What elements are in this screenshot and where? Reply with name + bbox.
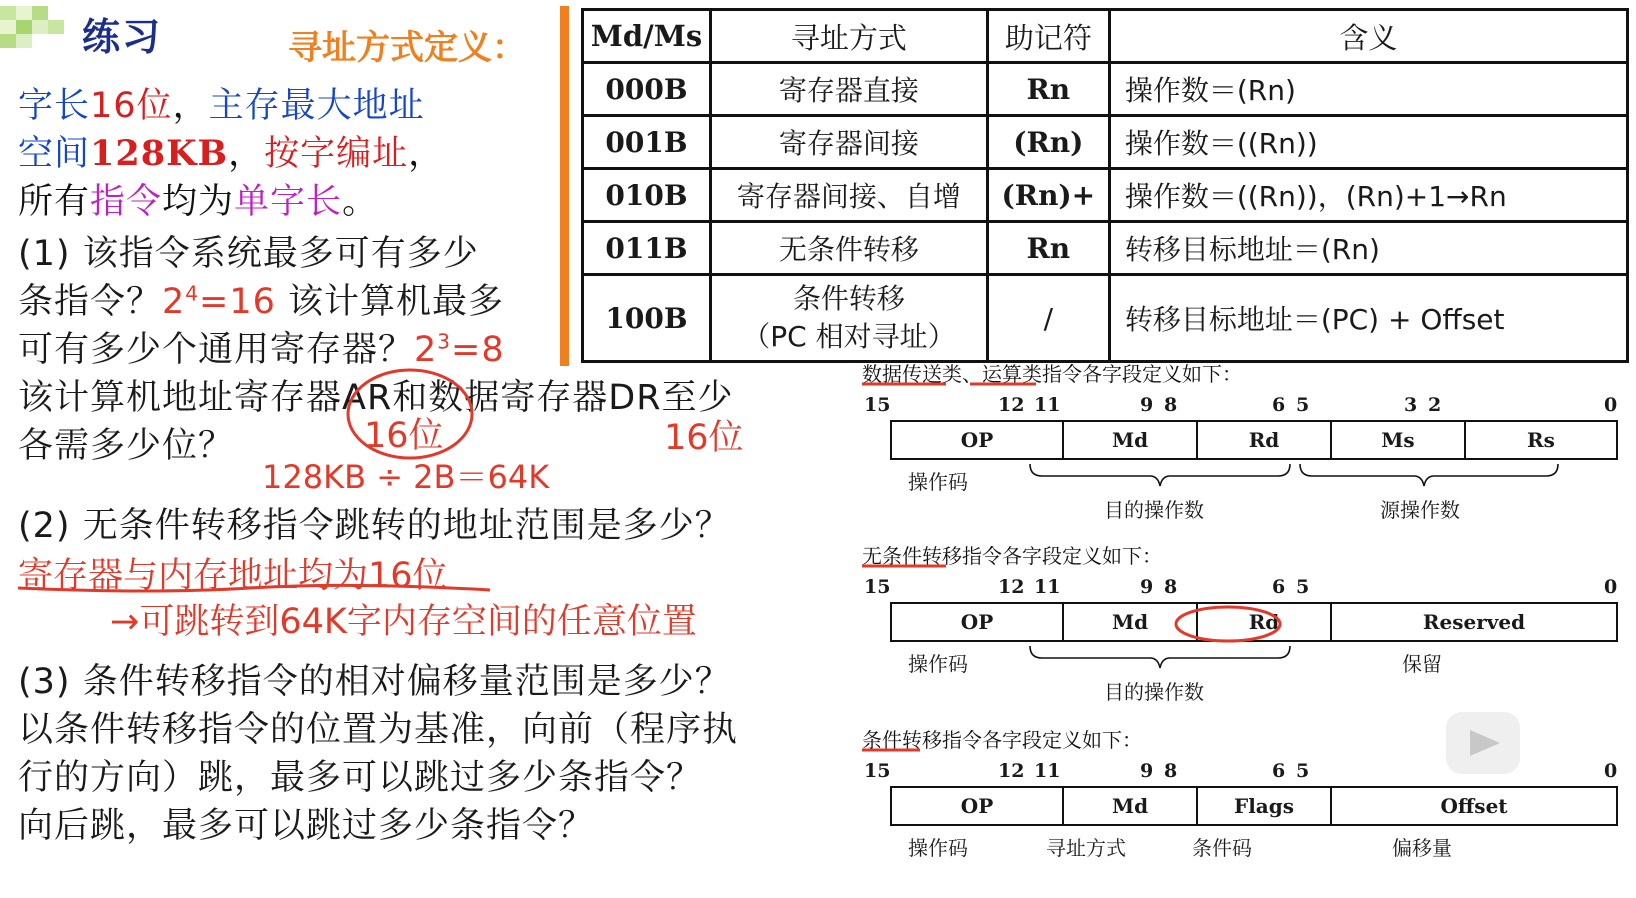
format2-res-label: 保留 bbox=[1402, 652, 1442, 676]
cell-code: 010B bbox=[583, 169, 711, 222]
brace-dest-2 bbox=[1030, 646, 1290, 668]
format3-mode-label: 寻址方式 bbox=[1046, 836, 1126, 860]
cell-mnemonic: (Rn)+ bbox=[987, 169, 1109, 222]
answer-ar-bits: 16位 bbox=[364, 416, 444, 456]
field-braces bbox=[1030, 464, 1558, 668]
bit-number: 0 bbox=[1604, 394, 1618, 416]
bit-number: 15 bbox=[864, 760, 891, 782]
slide-title: 练习 bbox=[82, 15, 163, 59]
answer-calculation: 128KB ÷ 2B＝64K bbox=[262, 458, 550, 496]
caption-part: 、 bbox=[962, 362, 982, 386]
circle-ar bbox=[348, 370, 472, 458]
q2-answer-1: 寄存器与内存地址均为16位 bbox=[18, 556, 448, 596]
mode-line-1: 条件转移 bbox=[792, 282, 905, 315]
format1-src-label: 源操作数 bbox=[1380, 498, 1460, 522]
intro-punct: 。 bbox=[342, 182, 379, 222]
field-op: OP bbox=[960, 428, 994, 452]
q1-text: 条指令？ bbox=[18, 282, 163, 322]
q2-line: (2) 无条件转移指令跳转的地址范围是多少？ bbox=[18, 506, 731, 546]
intro-text: 字长 bbox=[18, 86, 91, 126]
bit-number: 9 bbox=[1140, 394, 1154, 416]
caption-part: 条件转移 bbox=[862, 728, 942, 752]
bit-number: 8 bbox=[1164, 394, 1178, 416]
handwritten-marks bbox=[18, 370, 1280, 750]
bit-number: 3 bbox=[1404, 394, 1418, 416]
header-meaning: 含义 bbox=[1109, 10, 1627, 63]
cell-meaning: 转移目标地址＝(Rn) bbox=[1109, 222, 1627, 275]
q1-text: 该计算机最多 bbox=[275, 282, 505, 322]
bit-number: 5 bbox=[1296, 760, 1310, 782]
q3-line-1: (3) 条件转移指令的相对偏移量范围是多少？ bbox=[18, 662, 731, 702]
bit-number: 0 bbox=[1604, 576, 1618, 598]
field-rs: Rs bbox=[1464, 422, 1616, 458]
caption-part: 数据传送类 bbox=[862, 362, 962, 386]
format1-op-label: 操作码 bbox=[908, 470, 968, 494]
intro-text: 所有 bbox=[18, 182, 91, 222]
field-rd: Rd bbox=[1196, 422, 1330, 458]
field-md: Md bbox=[1062, 422, 1196, 458]
q1-line-4: 该计算机地址寄存器AR和数据寄存器DR至少 bbox=[18, 378, 734, 418]
caption-part: 指令各字段定义如下： bbox=[1042, 362, 1242, 386]
video-play-badge[interactable] bbox=[1446, 712, 1520, 774]
format1-dest-label: 目的操作数 bbox=[1104, 498, 1204, 522]
format3-offset-label: 偏移量 bbox=[1392, 836, 1452, 860]
cell-code: 001B bbox=[583, 116, 711, 169]
q3-line-2: 以条件转移指令的位置为基准，向前（程序执 bbox=[18, 710, 739, 750]
field-reserved: Reserved bbox=[1330, 604, 1616, 640]
intro-text: 主存最大地址 bbox=[208, 86, 425, 126]
format3-cond-label: 条件码 bbox=[1192, 836, 1252, 860]
field-md: Md bbox=[1062, 604, 1196, 640]
field-offset: Offset bbox=[1330, 788, 1616, 824]
intro-punct: ， bbox=[228, 134, 265, 174]
cell-code: 011B bbox=[583, 222, 711, 275]
q1-line-1: (1) 该指令系统最多可有多少 bbox=[18, 234, 479, 274]
field-md: Md bbox=[1062, 788, 1196, 824]
caption-part: 运算类 bbox=[982, 362, 1042, 386]
caption-part: 指令各字段定义如下： bbox=[942, 728, 1142, 752]
answer-dr-bits: 16位 bbox=[664, 418, 744, 458]
underline-q2-answer bbox=[18, 585, 490, 591]
field-rd: Rd bbox=[1196, 604, 1330, 640]
format2-dest-label: 目的操作数 bbox=[1104, 680, 1204, 704]
answer-base: 2 bbox=[414, 330, 438, 370]
mode-line-2: （PC 相对寻址） bbox=[742, 320, 956, 353]
answer-exponent: 3 bbox=[437, 329, 452, 354]
circle-rd bbox=[1176, 607, 1280, 641]
intro-text: 均为 bbox=[162, 182, 235, 222]
bit-number: 6 bbox=[1272, 760, 1286, 782]
intro-punct: ， bbox=[408, 134, 445, 174]
bit-number: 11 bbox=[1034, 760, 1061, 782]
cell-mode: 寄存器直接 bbox=[710, 63, 987, 116]
q1-line-5: 各需多少位？ bbox=[18, 426, 235, 466]
q1-text: 可有多少个通用寄存器？ bbox=[18, 330, 415, 370]
bit-number: 6 bbox=[1272, 576, 1286, 598]
intro-highlight: 16位 bbox=[90, 86, 173, 126]
cell-meaning: 操作数＝((Rn))，(Rn)+1→Rn bbox=[1109, 169, 1627, 222]
bit-number: 5 bbox=[1296, 394, 1310, 416]
brace-dest-1 bbox=[1030, 464, 1290, 486]
format2-op-label: 操作码 bbox=[908, 652, 968, 676]
header-md-ms: Md/Ms bbox=[583, 10, 711, 63]
answer-exponent: 4 bbox=[185, 281, 200, 306]
bit-number: 9 bbox=[1140, 576, 1154, 598]
bit-number: 8 bbox=[1164, 576, 1178, 598]
bit-number: 15 bbox=[864, 576, 891, 598]
bit-number: 15 bbox=[864, 394, 891, 416]
brace-src-1 bbox=[1300, 464, 1558, 486]
bit-number: 9 bbox=[1140, 760, 1154, 782]
cell-code: 000B bbox=[583, 63, 711, 116]
cell-mnemonic: (Rn) bbox=[987, 116, 1109, 169]
bit-number: 11 bbox=[1034, 394, 1061, 416]
bit-number: 12 bbox=[998, 760, 1025, 782]
bit-number: 12 bbox=[998, 394, 1025, 416]
header-mnemonic: 助记符 bbox=[987, 10, 1109, 63]
field-op: OP bbox=[960, 610, 994, 634]
cell-meaning: 操作数＝(Rn) bbox=[1109, 63, 1627, 116]
cell-meaning: 转移目标地址＝(PC) + Offset bbox=[1109, 275, 1627, 362]
answer-base: 2 bbox=[162, 282, 186, 322]
intro-highlight: 按字编址 bbox=[264, 134, 409, 174]
intro-highlight: 指令 bbox=[90, 182, 163, 222]
intro-punct: ， bbox=[172, 86, 209, 126]
answer-rest: =16 bbox=[199, 282, 276, 322]
bit-number: 12 bbox=[998, 576, 1025, 598]
bit-number: 8 bbox=[1164, 760, 1178, 782]
cell-meaning: 操作数＝((Rn)) bbox=[1109, 116, 1627, 169]
intro-highlight: 单字长 bbox=[234, 182, 343, 222]
intro-text: 空间 bbox=[18, 134, 91, 174]
bit-number: 6 bbox=[1272, 394, 1286, 416]
caption-part: 无条件转移 bbox=[862, 544, 962, 568]
section-title: 寻址方式定义： bbox=[288, 28, 526, 68]
bit-number: 11 bbox=[1034, 576, 1061, 598]
cell-mode: 寄存器间接、自增 bbox=[710, 169, 987, 222]
cell-mode: 无条件转移 bbox=[710, 222, 987, 275]
q2-answer-2: →可跳转到64K字内存空间的任意位置 bbox=[110, 602, 697, 642]
format3-op-label: 操作码 bbox=[908, 836, 968, 860]
q3-line-3: 行的方向）跳，最多可以跳过多少条指令？ bbox=[18, 758, 703, 798]
header-mode: 寻址方式 bbox=[710, 10, 987, 63]
cell-mnemonic: / bbox=[987, 275, 1109, 362]
bit-number: 5 bbox=[1296, 576, 1310, 598]
cell-mode: 寄存器间接 bbox=[710, 116, 987, 169]
answer-rest: =8 bbox=[451, 330, 505, 370]
cell-code: 100B bbox=[583, 275, 711, 362]
bit-number: 2 bbox=[1428, 394, 1442, 416]
intro-highlight: 128KB bbox=[90, 133, 229, 174]
field-flags: Flags bbox=[1196, 788, 1330, 824]
cell-mnemonic: Rn bbox=[987, 222, 1109, 275]
q3-line-4: 向后跳，最多可以跳过多少条指令？ bbox=[18, 806, 595, 846]
field-ms: Ms bbox=[1330, 422, 1464, 458]
caption-part: 指令各字段定义如下： bbox=[962, 544, 1162, 568]
bit-number: 0 bbox=[1604, 760, 1618, 782]
cell-mnemonic: Rn bbox=[987, 63, 1109, 116]
field-op: OP bbox=[960, 794, 994, 818]
